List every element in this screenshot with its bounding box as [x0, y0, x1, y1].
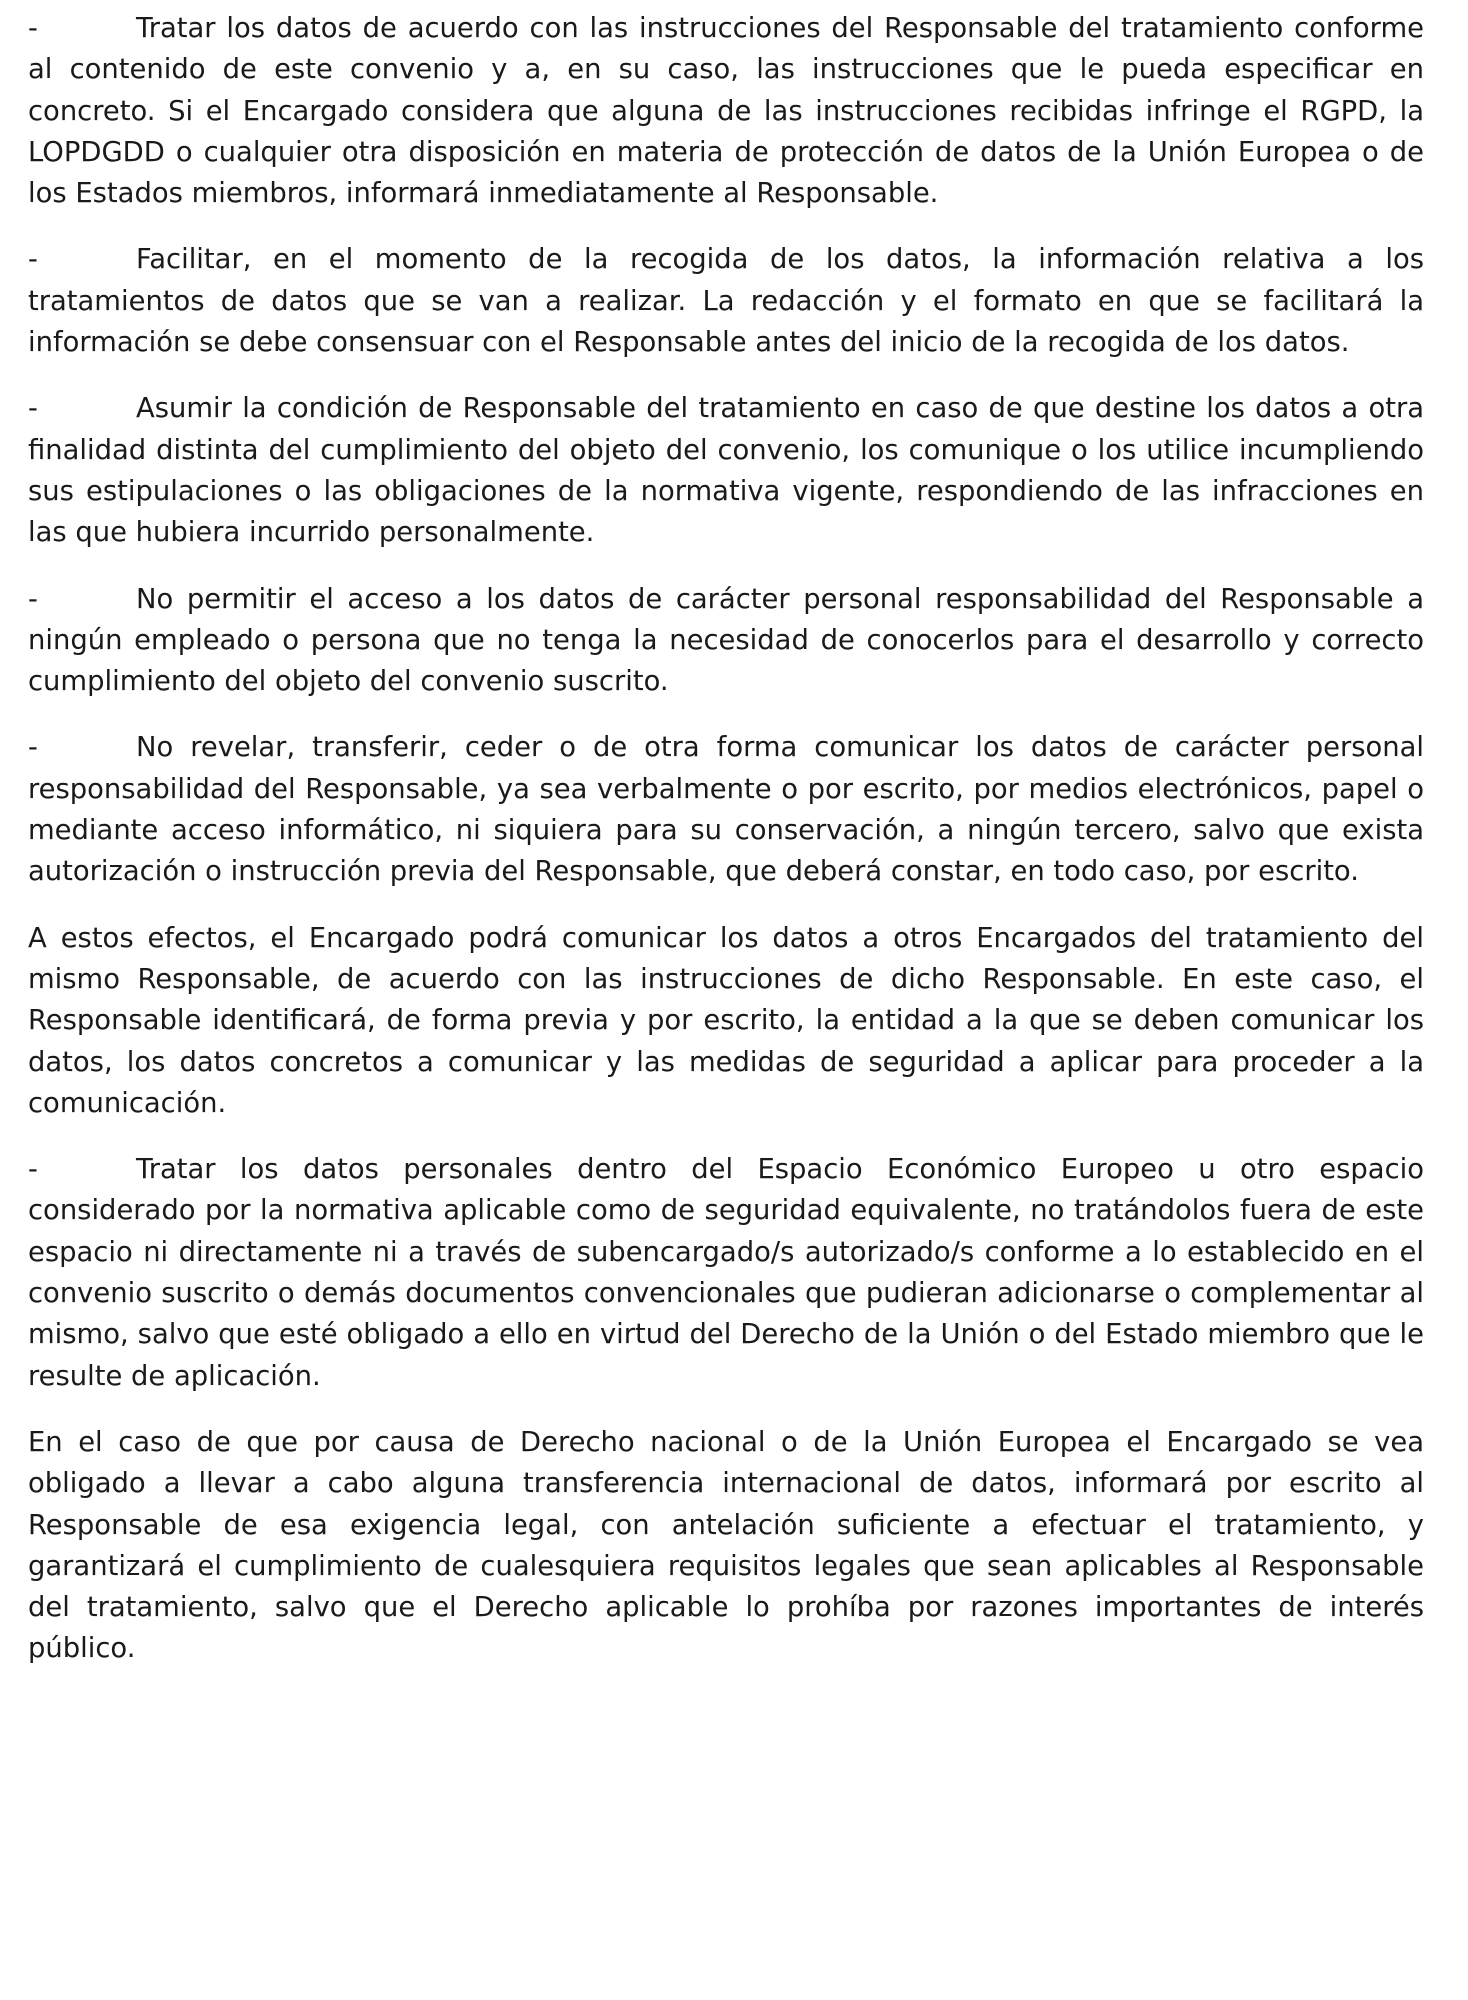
bullet-marker: - [28, 732, 38, 764]
bullet-marker: - [28, 393, 38, 425]
bullet-marker: - [28, 13, 38, 44]
paragraph-bullet-4 [28, 579, 1424, 703]
paragraph-bullet-5 [28, 727, 1424, 892]
bullet-marker: - [28, 1154, 38, 1186]
paragraph-text: A estos efectos, el Encargado podrá comunicar los datos a otros Encargados del tratamiento del mismo Responsable, de acuerdo con las instrucciones de dicho Responsable. En este caso, el Responsable identificará, de forma previa y por escrito, la entidad a la que se deben comunicar los datos, los datos concretos a comunicar y las medidas de seguridad a aplicar para proceder a la comunicación. [28, 922, 1424, 1119]
bullet-marker: - [28, 244, 38, 276]
paragraph-text: Facilitar, en el momento de la recogida de los datos, la información relativa a los tratamientos de datos que se van a realizar. La redacción y el formato en que se facilitará la información se debe consensuar con el Responsable antes del inicio de la recogida de los datos. [28, 244, 1424, 359]
paragraph-bullet-2 [28, 239, 1424, 363]
paragraph-text: Tratar los datos de acuerdo con las instrucciones del Responsable del tratamiento conforme al contenido de este convenio y a, en su caso, las instrucciones que le pueda especificar en concreto. Si el Encargado considera que alguna de las instrucciones recibidas infringe el RGPD, la LOPDGDD o cualquier otra disposición en materia de protección de datos de la Unión Europea o de los Estados miembros, informará inmediatamente al Responsable. [28, 13, 1424, 210]
bullet-marker: - [28, 583, 38, 615]
paragraph-text: Asumir la condición de Responsable del tratamiento en caso de que destine los datos a otra finalidad distinta del cumplimiento del objeto del convenio, los comunique o los utilice incumpliendo sus estipulaciones o las obligaciones de la normativa vigente, respondiendo de las infracciones en las que hubiera incurrido personalmente. [28, 393, 1424, 549]
paragraph-text: No revelar, transferir, ceder o de otra forma comunicar los datos de carácter personal responsabilidad del Responsable, ya sea verbalmente o por escrito, por medios electrónicos, papel o mediante acceso informático, ni siquiera para su conservación, a ningún tercero, salvo que exista autorización o instrucción previa del Responsable, que deberá constar, en todo caso, por escrito. [28, 732, 1424, 888]
paragraph-plain-2 [28, 1422, 1424, 1670]
paragraph-text: No permitir el acceso a los datos de carácter personal responsabilidad del Responsable a ningún empleado o persona que no tenga la necesidad de conocerlos para el desarrollo y correcto cumplimiento del objeto del convenio suscrito. [28, 583, 1424, 698]
paragraph-bullet-1 [28, 8, 1424, 214]
paragraph-bullet-6 [28, 1149, 1424, 1397]
paragraph-bullet-3 [28, 388, 1424, 553]
paragraph-plain-1 [28, 918, 1424, 1124]
paragraph-text: En el caso de que por causa de Derecho nacional o de la Unión Europea el Encargado se vea obligado a llevar a cabo alguna transferencia internacional de datos, informará por escrito al Responsable de esa exigencia legal, con antelación suficiente a efectuar el tratamiento, y garantizará el cumplimiento de cualesquiera requisitos legales que sean aplicables al Responsable del tratamiento, salvo que el Derecho aplicable lo prohíba por razones importantes de interés público. [28, 1426, 1424, 1665]
paragraph-text: Tratar los datos personales dentro del Espacio Económico Europeo u otro espacio considerado por la normativa aplicable como de seguridad equivalente, no tratándolos fuera de este espacio ni directamente ni a través de subencargado/s autorizado/s conforme a lo establecido en el convenio suscrito o demás documentos convencionales que pudieran adicionarse o complementar al mismo, salvo que esté obligado a ello en virtud del Derecho de la Unión o del Estado miembro que le resulte de aplicación. [28, 1154, 1424, 1392]
document-page [28, 8, 1424, 1695]
